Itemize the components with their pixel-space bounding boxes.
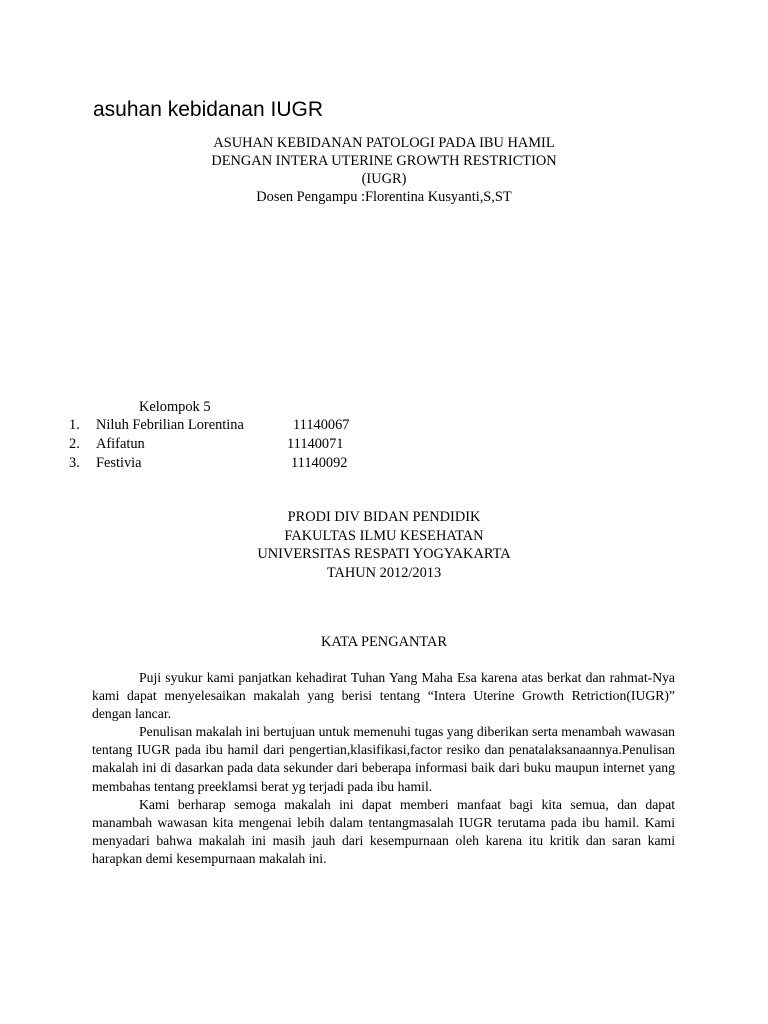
foreword-paragraph: Puji syukur kami panjatkan kehadirat Tuhan Yang Maha Esa karena atas berkat dan rahmat-Nya kami dapat menyelesaikan makalah yang berisi tentang “Intera Uterine Growth Retriction(IUGR)” dengan lancar.: [92, 670, 675, 722]
foreword-paragraph: Penulisan makalah ini bertujuan untuk memenuhi tugas yang diberikan serta menambah wawasan tentang IUGR pada ibu hamil dari pengertian,klasifikasi,factor resiko dan penatalaksanaannya.Penulisan makalah ini di dasarkan pada data sekunder dari beberapa informasi baik dari buku maupun internet yang membahas tentang preeklamsi berat yg terjadi pada ibu hamil.: [92, 724, 675, 794]
heading-line: DENGAN INTERA UTERINE GROWTH RESTRICTION: [211, 153, 557, 169]
institution-block: [0, 508, 768, 582]
institution-line: PRODI DIV BIDAN PENDIDIK: [287, 509, 481, 525]
member-name: Festivia: [96, 455, 142, 471]
member-id: 11140067: [293, 417, 350, 433]
member-name: Afifatun: [96, 436, 145, 452]
foreword-body: [92, 669, 675, 868]
foreword-paragraph: Kami berharap semoga makalah ini dapat memberi manfaat bagi kita semua, dan dapat manambah wawasan kita mengenai lebih dalam tentangmasalah IUGR terutama pada ibu hamil. Kami menyadari bahwa makalah ini masih jauh dari kesempurnaan oleh karena itu kritik dan saran kami harapkan demi kesempurnaan makalah ini.: [92, 796, 675, 866]
lecturer-line: Dosen Pengampu :Florentina Kusyanti,S,ST: [256, 189, 512, 205]
member-id: 11140092: [291, 455, 348, 471]
institution-line: UNIVERSITAS RESPATI YOGYAKARTA: [257, 546, 511, 562]
group-label: Kelompok 5: [139, 399, 211, 415]
foreword-title: KATA PENGANTAR: [320, 634, 447, 650]
member-number: 2.: [69, 436, 80, 452]
member-item: [0, 416, 768, 435]
member-list: [0, 416, 768, 473]
member-item: [0, 454, 768, 473]
member-number: 3.: [69, 455, 80, 471]
document-title: asuhan kebidanan IUGR: [93, 98, 323, 121]
member-name: Niluh Febrilian Lorentina: [96, 417, 244, 433]
member-id: 11140071: [287, 436, 344, 452]
institution-line: FAKULTAS ILMU KESEHATAN: [284, 527, 484, 544]
member-item: [0, 435, 768, 454]
heading-line: ASUHAN KEBIDANAN PATOLOGI PADA IBU HAMIL: [213, 135, 555, 151]
heading-line: (IUGR): [361, 171, 407, 187]
cover-heading: [0, 134, 768, 206]
year-line: TAHUN 2012/2013: [326, 564, 442, 581]
member-number: 1.: [69, 417, 80, 433]
